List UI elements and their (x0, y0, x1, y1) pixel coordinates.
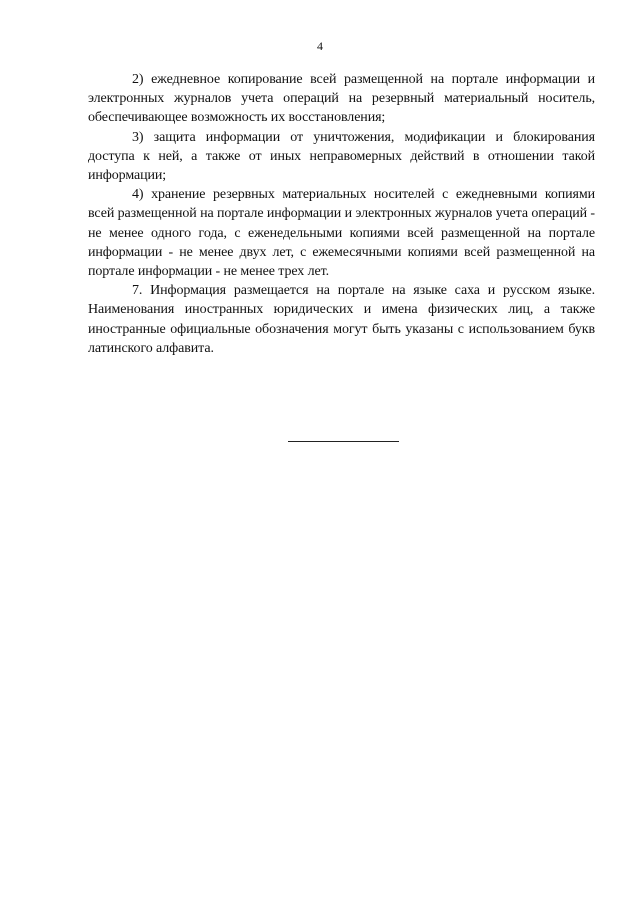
page-number: 4 (317, 39, 323, 53)
paragraph-item-3: 3) защита информации от уничтожения, модификации и блокирования доступа к ней, а также от иных неправомерных действий в отношении такой информации; (88, 129, 595, 184)
paragraph-item-4: 4) хранение резервных материальных носителей с ежедневными копиями всей размещенной на портале информации и электронных журналов учета операций - не менее одного года, с еженедельными копиями всей размещенной на портале информации - не менее двух лет, с ежемесячными копиями всей размещенной на портале информации - не менее трех лет. (88, 187, 595, 280)
paragraph-item-2: 2) ежедневное копирование всей размещенной на портале информации и электронных журналов учета операций на резервный материальный носитель, обеспечивающее возможность их восстановления; (88, 72, 595, 126)
paragraph-point-7: 7. Информация размещается на портале на языке саха и русском языке. Наименования иностранных юридических и имена физических лиц, а также иностранные официальные обозначения могут быть указаны с использованием букв латинского алфавита. (88, 283, 595, 356)
document-body (88, 70, 595, 358)
end-of-document-rule (288, 441, 399, 442)
